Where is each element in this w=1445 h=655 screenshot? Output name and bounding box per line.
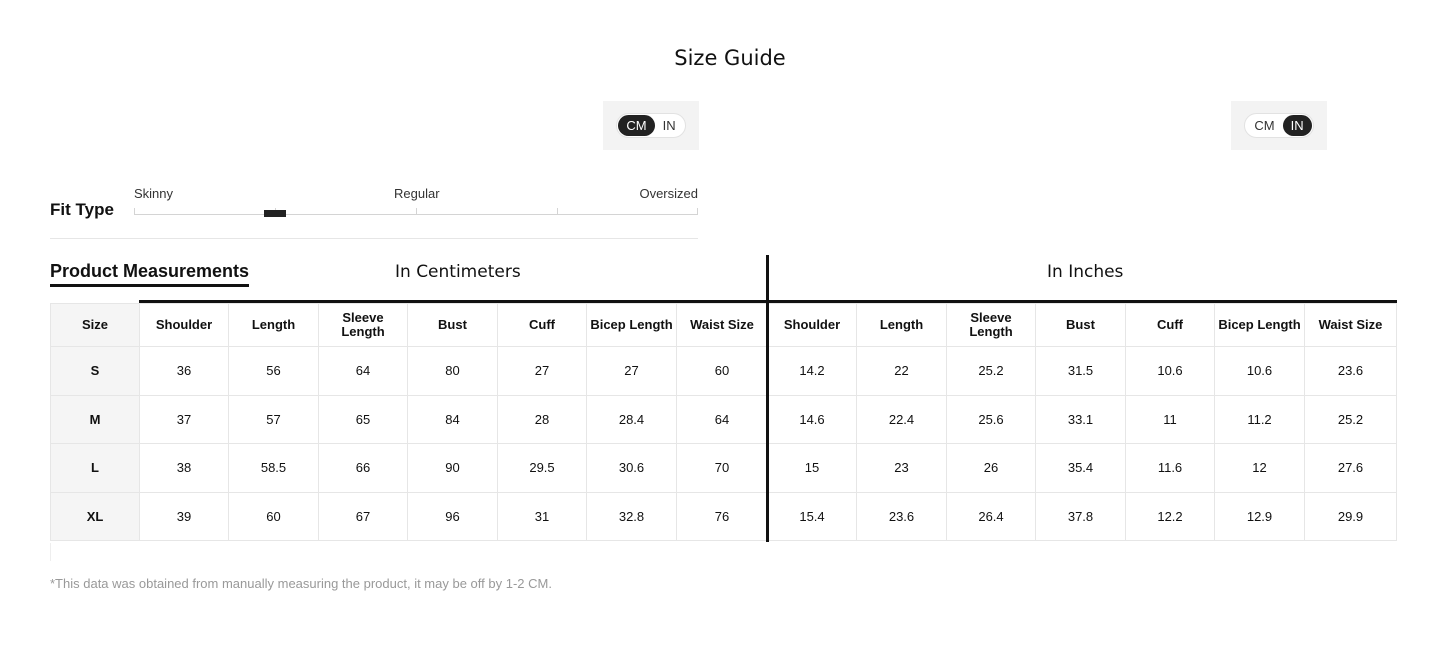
in-value-cell: 35.4 bbox=[1036, 444, 1126, 493]
fit-type-scale bbox=[134, 186, 698, 220]
cm-column-header: Sleeve Length bbox=[319, 304, 408, 347]
fit-scale-skinny: Skinny bbox=[134, 186, 174, 201]
cm-value-cell: 38 bbox=[140, 444, 229, 493]
size-cell: XL bbox=[51, 492, 140, 541]
in-value-cell: 33.1 bbox=[1036, 395, 1126, 444]
in-column-header: Sleeve Length bbox=[947, 304, 1036, 347]
cm-value-cell: 60 bbox=[677, 347, 768, 396]
unit-toggle-in-panel bbox=[1231, 101, 1327, 150]
size-cell: S bbox=[51, 347, 140, 396]
fit-scale-regular: Regular bbox=[394, 186, 440, 201]
size-column-header: Size bbox=[51, 304, 140, 347]
page-title: Size Guide bbox=[674, 46, 786, 70]
unit-toggle bbox=[616, 113, 685, 138]
unit-cm-button[interactable]: CM bbox=[618, 115, 654, 136]
cm-value-cell: 66 bbox=[319, 444, 408, 493]
in-value-cell: 26 bbox=[947, 444, 1036, 493]
cm-value-cell: 80 bbox=[408, 347, 498, 396]
cm-value-cell: 37 bbox=[140, 395, 229, 444]
header-rule bbox=[139, 300, 1397, 303]
fit-tick bbox=[416, 208, 417, 215]
cm-value-cell: 76 bbox=[677, 492, 768, 541]
cm-value-cell: 36 bbox=[140, 347, 229, 396]
unit-in-button[interactable]: IN bbox=[1283, 115, 1312, 136]
table-header-row bbox=[51, 304, 1397, 347]
unit-divider-line bbox=[766, 255, 769, 542]
in-value-cell: 31.5 bbox=[1036, 347, 1126, 396]
in-value-cell: 22.4 bbox=[857, 395, 947, 444]
cm-column-header: Shoulder bbox=[140, 304, 229, 347]
fit-tick bbox=[697, 208, 698, 215]
fit-tick bbox=[134, 208, 135, 215]
in-value-cell: 12 bbox=[1215, 444, 1305, 493]
cm-value-cell: 56 bbox=[229, 347, 319, 396]
in-value-cell: 26.4 bbox=[947, 492, 1036, 541]
cm-value-cell: 96 bbox=[408, 492, 498, 541]
cm-value-cell: 31 bbox=[498, 492, 587, 541]
cm-value-cell: 64 bbox=[319, 347, 408, 396]
in-value-cell: 11.2 bbox=[1215, 395, 1305, 444]
cm-value-cell: 28 bbox=[498, 395, 587, 444]
in-value-cell: 23.6 bbox=[857, 492, 947, 541]
cm-value-cell: 60 bbox=[229, 492, 319, 541]
in-value-cell: 23 bbox=[857, 444, 947, 493]
size-cell: M bbox=[51, 395, 140, 444]
in-column-header: Waist Size bbox=[1305, 304, 1397, 347]
in-column-header: Bicep Length bbox=[1215, 304, 1305, 347]
cm-value-cell: 90 bbox=[408, 444, 498, 493]
cm-value-cell: 28.4 bbox=[587, 395, 677, 444]
in-column-header: Cuff bbox=[1126, 304, 1215, 347]
in-value-cell: 11 bbox=[1126, 395, 1215, 444]
in-column-header: Bust bbox=[1036, 304, 1126, 347]
in-value-cell: 25.6 bbox=[947, 395, 1036, 444]
table-row bbox=[51, 444, 1397, 493]
cm-value-cell: 58.5 bbox=[229, 444, 319, 493]
table-row bbox=[51, 347, 1397, 396]
fit-scale-oversized: Oversized bbox=[639, 186, 698, 201]
cm-value-cell: 64 bbox=[677, 395, 768, 444]
in-value-cell: 14.6 bbox=[768, 395, 857, 444]
in-value-cell: 37.8 bbox=[1036, 492, 1126, 541]
cm-value-cell: 65 bbox=[319, 395, 408, 444]
product-measurements-title: Product Measurements bbox=[50, 261, 249, 287]
fit-position-marker bbox=[264, 210, 286, 217]
in-value-cell: 14.2 bbox=[768, 347, 857, 396]
cm-value-cell: 32.8 bbox=[587, 492, 677, 541]
cm-value-cell: 84 bbox=[408, 395, 498, 444]
table-footer-line bbox=[50, 543, 51, 561]
unit-in-button[interactable]: IN bbox=[662, 118, 676, 133]
fit-tick bbox=[557, 208, 558, 215]
cm-value-cell: 29.5 bbox=[498, 444, 587, 493]
cm-value-cell: 57 bbox=[229, 395, 319, 444]
cm-value-cell: 27 bbox=[498, 347, 587, 396]
in-column-header: Shoulder bbox=[768, 304, 857, 347]
in-value-cell: 15.4 bbox=[768, 492, 857, 541]
cm-column-header: Bust bbox=[408, 304, 498, 347]
in-value-cell: 27.6 bbox=[1305, 444, 1397, 493]
in-value-cell: 25.2 bbox=[947, 347, 1036, 396]
unit-toggle-cm-panel bbox=[603, 101, 699, 150]
table-row bbox=[51, 492, 1397, 541]
in-table-heading: In Inches bbox=[1047, 262, 1124, 282]
cm-value-cell: 27 bbox=[587, 347, 677, 396]
in-value-cell: 12.9 bbox=[1215, 492, 1305, 541]
cm-column-header: Bicep Length bbox=[587, 304, 677, 347]
cm-value-cell: 39 bbox=[140, 492, 229, 541]
cm-column-header: Length bbox=[229, 304, 319, 347]
cm-value-cell: 67 bbox=[319, 492, 408, 541]
cm-value-cell: 30.6 bbox=[587, 444, 677, 493]
in-value-cell: 10.6 bbox=[1215, 347, 1305, 396]
size-cell: L bbox=[51, 444, 140, 493]
in-value-cell: 10.6 bbox=[1126, 347, 1215, 396]
in-column-header: Length bbox=[857, 304, 947, 347]
measurement-table bbox=[50, 303, 1397, 541]
in-value-cell: 12.2 bbox=[1126, 492, 1215, 541]
cm-column-header: Waist Size bbox=[677, 304, 768, 347]
cm-table-heading: In Centimeters bbox=[395, 262, 521, 282]
measurement-note: *This data was obtained from manually measuring the product, it may be off by 1-2 CM. bbox=[50, 576, 552, 591]
fit-type-label: Fit Type bbox=[50, 200, 114, 219]
unit-toggle bbox=[1244, 113, 1313, 138]
in-value-cell: 23.6 bbox=[1305, 347, 1397, 396]
unit-cm-button[interactable]: CM bbox=[1254, 118, 1275, 133]
cm-column-header: Cuff bbox=[498, 304, 587, 347]
in-value-cell: 25.2 bbox=[1305, 395, 1397, 444]
in-value-cell: 22 bbox=[857, 347, 947, 396]
in-value-cell: 15 bbox=[768, 444, 857, 493]
section-divider bbox=[50, 238, 698, 239]
cm-value-cell: 70 bbox=[677, 444, 768, 493]
in-value-cell: 11.6 bbox=[1126, 444, 1215, 493]
in-value-cell: 29.9 bbox=[1305, 492, 1397, 541]
table-row bbox=[51, 395, 1397, 444]
